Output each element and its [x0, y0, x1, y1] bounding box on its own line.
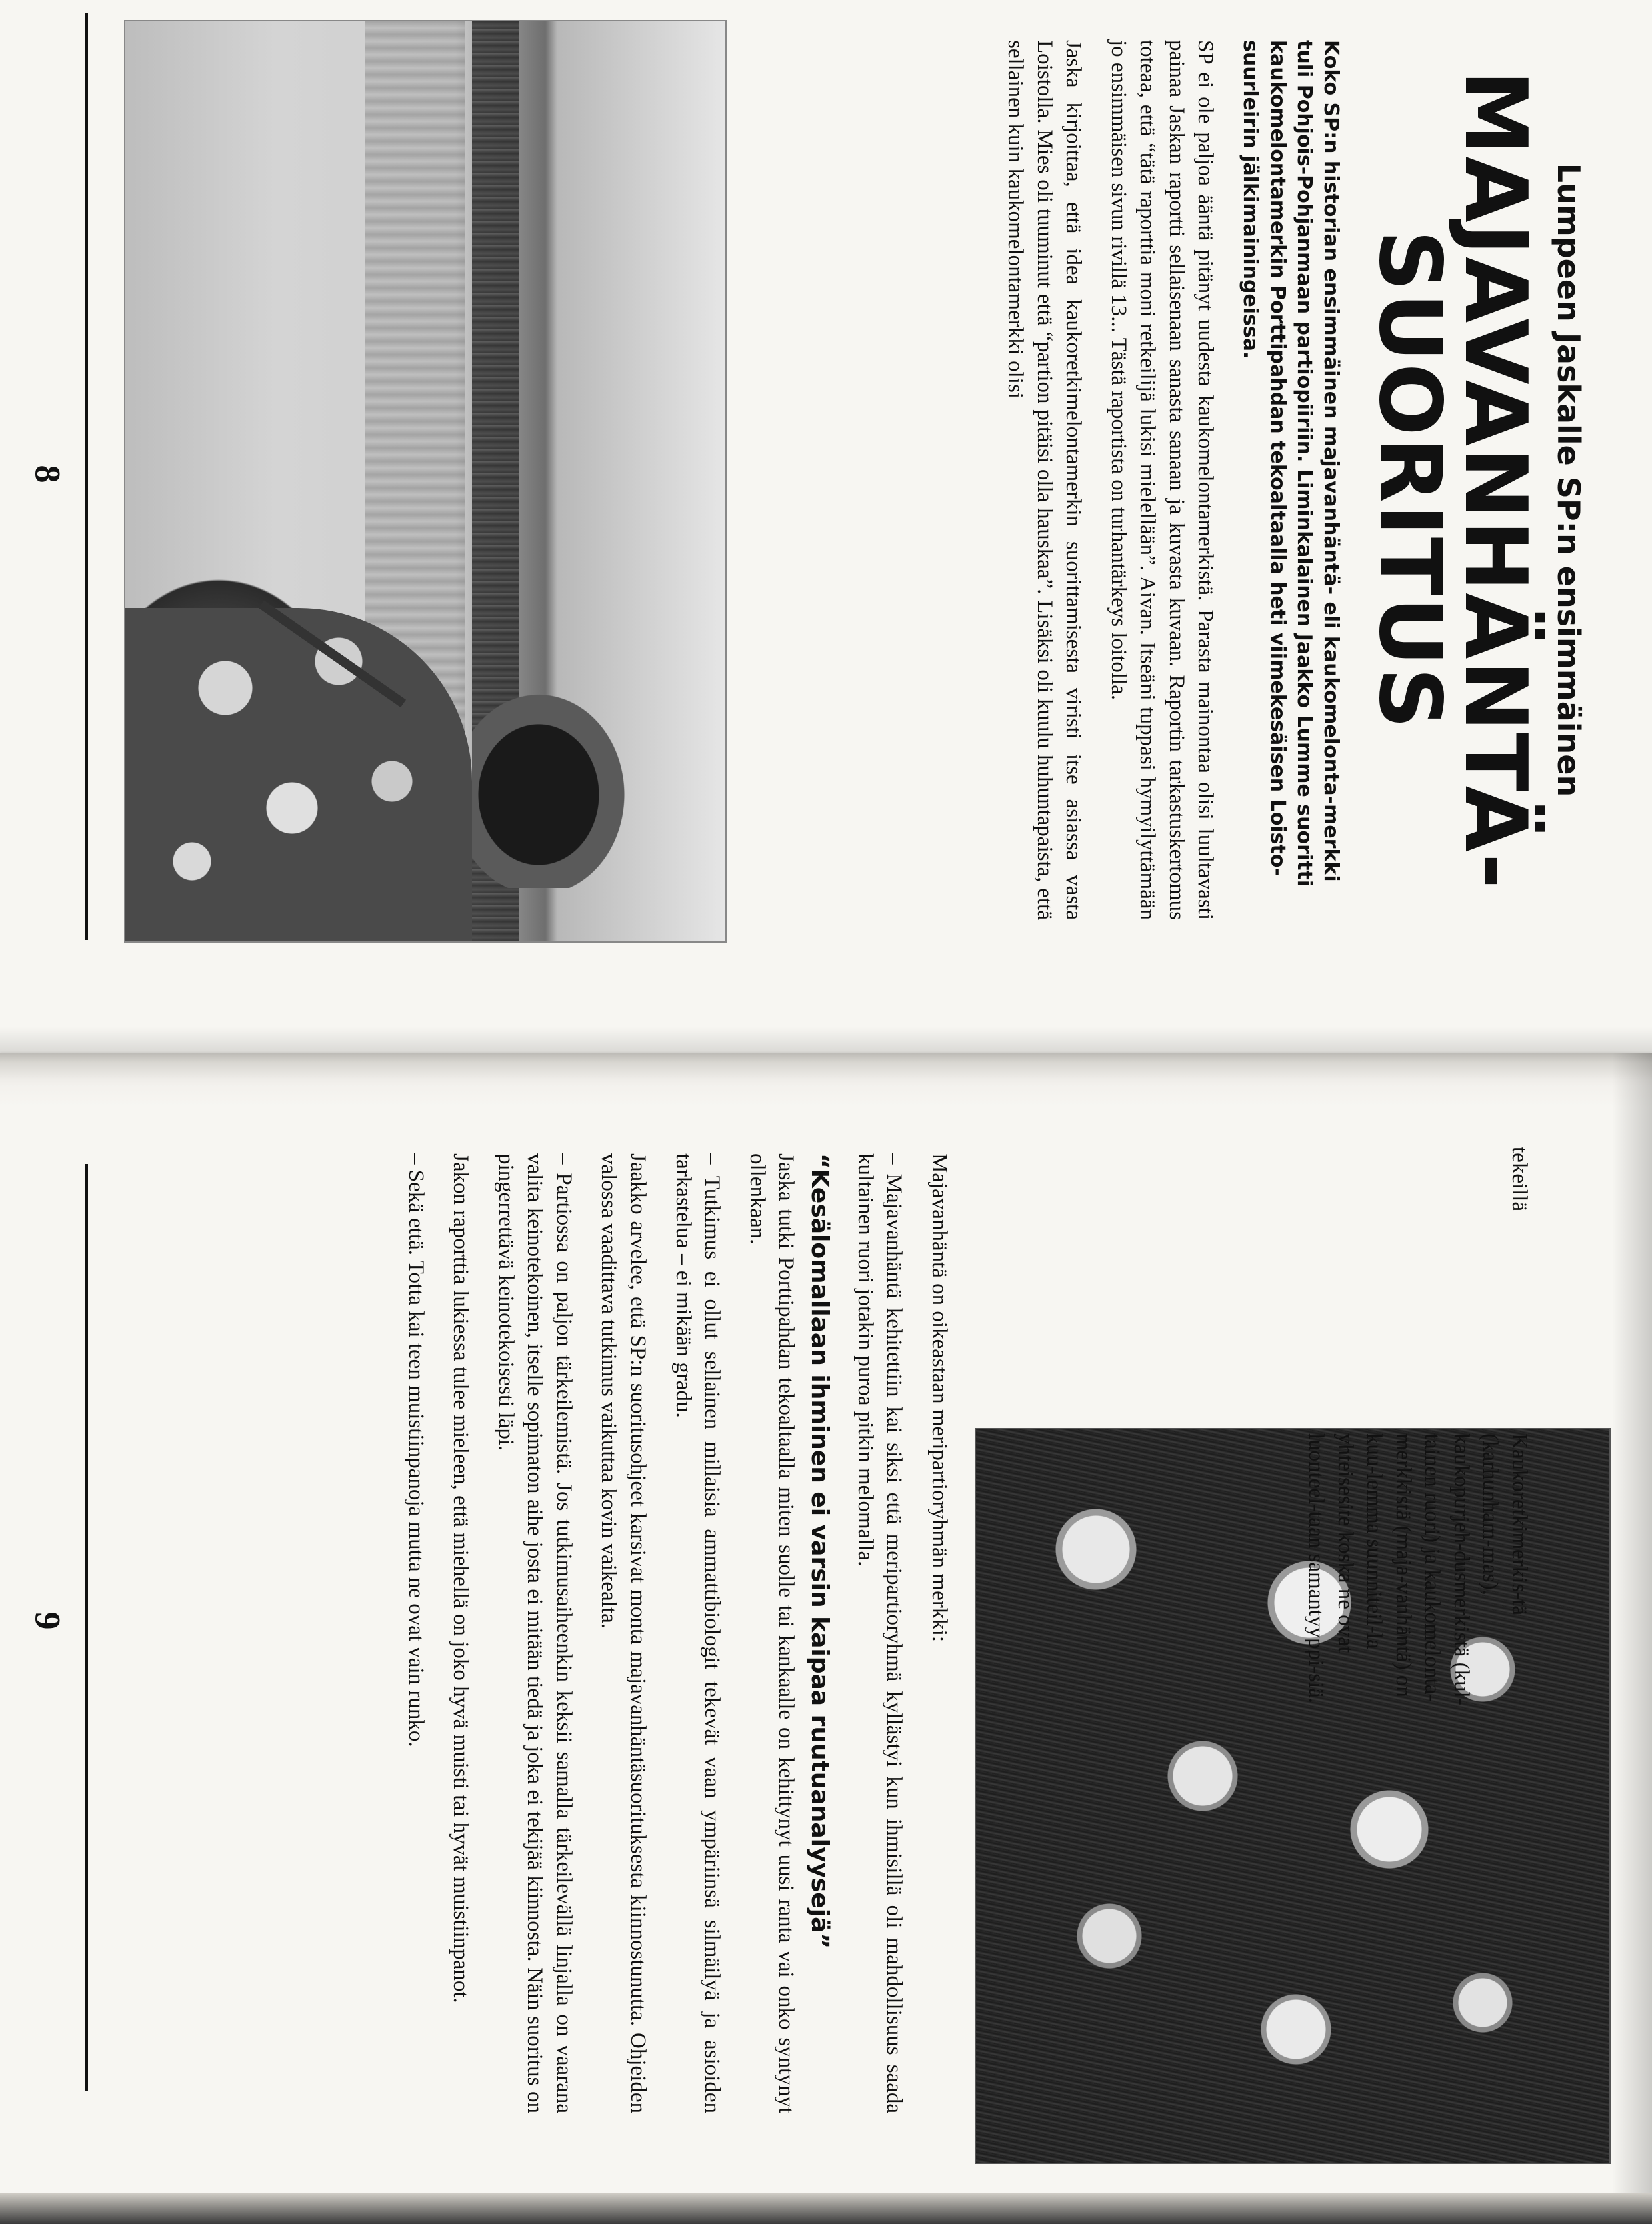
paragraph: – Sekä että. Totta kai teen muistiinpanoja mutta ne ovat vain runko. [403, 1153, 428, 1747]
article-page-9-body [385, 1153, 953, 2113]
page-rule [85, 1164, 88, 2091]
page-edge-shadow [1612, 1053, 1652, 2224]
paragraph: – Majavanhäntä kehitettiin kai siksi että meripartioryhmä kyllästyi kun ihmisillä oli mahdollisuus saada kultainen ruori jotakin puroa pitkin melomalla. [853, 1153, 907, 2113]
paragraph: Jaska tutki Porttipahdan tekoaltaalla miten suolle tai kankaalle on kehittynyt uusi ranta vai onko syntynyt ollenkaan. [745, 1153, 799, 2113]
gutter-shadow [0, 1027, 1652, 1087]
paragraph: Jaakko arvelee, että SP:n suoritusohjeet karsivat monta majavanhäntäsuorituksesta kiinnostunutta. Ohjeiden valossa vaadittava tutkimus vaikuttaa kovin vaikealta. [597, 1153, 650, 2113]
kicker: Lumpeen Jaskalle SP:n ensimmäinen [1551, 163, 1587, 797]
article-page-8 [53, 40, 1587, 920]
paragraph: Jaska kirjoittaa, että idea kaukoretkimelontamerkin suorittamisesta viristi itse asiassa vasta Loistolla. Mies oli tuuminut että “partion pitäisi olla hauskaa”. Lisäksi oli kuulu huhuntapaista, että sellainen kuin kaukomelontamerkki olisi [1003, 40, 1086, 920]
page-number: 8 [27, 465, 68, 483]
article-page-9-top [1333, 1147, 1533, 1413]
subheading: “Kesälomallaan ihminen ei varsin kaipaa ruutuanalyysejä” [806, 1153, 834, 1949]
paragraph: – Partiossa on paljon tärkeilemistä. Jos tutkimusaiheenkin keksii samalla tärkeilevällä linjalla on vaarana valita keinotekoinen, itselle sopimaton aihe josta ei mitään tiedä ja joka ei tekijää kiinnosta. Näin suoritus on pingerrettävä keinotekoisesti läpi. [493, 1153, 576, 2113]
page-number: 9 [27, 1611, 68, 1630]
lead-paragraph: Koko SP:n historian ensimmäinen majavanhäntä- eli kaukomelonta-merkki tuli Pohjois-Pohjanmaan partiopiiriin. Liminkalainen Jaakko Lumme suoritti kaukomelontamerkin Porttipahdan tekoaltaalla heti viimekesäisen Loisto-suurleirin jälkimainingeissa. [1239, 40, 1343, 887]
headline-line-1: MAJAVANHÄNTÄ- [1445, 70, 1545, 890]
headline-line-2: SUORITUS [1360, 229, 1459, 731]
paragraph: SP ei ole paljoa ääntä pitänyt uudesta kaukomelontamerkistä. Parasta mainontaa olisi luultavasti painaa Jaskan raportti sellaisenaan sanasta sanaan ja kuvasta kuvaan. Raportin tarkastuskertomus toteaa, että “tätä raporttia moni retkeilijä lukisi mielellään”. Aivan. Itseäni tuppasi hymyilyttämään jo ensimmäisen sivun rivillä 13... Tästä raportista on turhantärkeys loitolla. [1106, 40, 1218, 920]
paragraph: – Tutkimus ei ollut sellainen millaisia ammattibiologit tekevät vaan ympäriinsä silmäilyä ja asioiden tarkastelua – ei mikään gradu. [671, 1153, 725, 2113]
paragraph: Jakon raporttia lukiessa tulee mieleen, että miehellä on joko hyvä muisti tai hyvät muistiinpanot. [449, 1153, 473, 2003]
paragraph: Majavanhäntä on oikeastaan meripartioryhmän merkki: [927, 1153, 951, 1643]
headline [1360, 40, 1545, 920]
scan-edge [0, 2193, 1652, 2224]
paragraph: Kaukoretkimerkis-tä (karhunham-mas), kaukopurjeh-dusmerkistä (kul-tainen ruori) ja kaukomelonta-merkkistä (maja-vanhäntä) on kuu-lemma suunniteil-la yhteisesite koska ne ovat luonteel-taan samantyyppi-siä. [1304, 1433, 1531, 1705]
page-rule [85, 13, 88, 940]
paragraph: tekeillä [1507, 1147, 1531, 1212]
